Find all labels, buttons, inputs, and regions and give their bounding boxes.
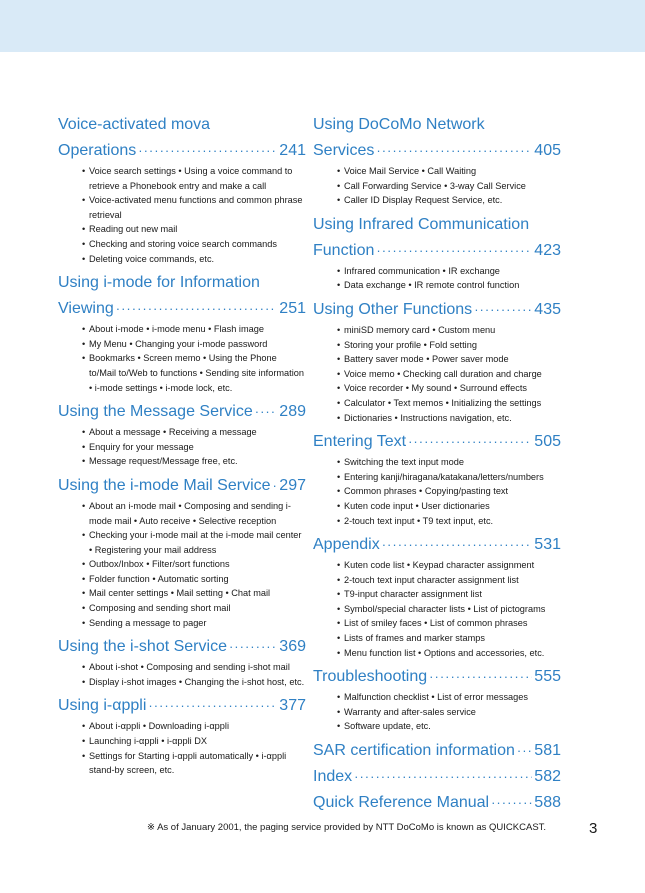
section-title[interactable] (313, 429, 561, 455)
section-item-list (58, 322, 306, 395)
section-title-text: Entering Text (313, 433, 407, 451)
section-page-number: 435 (534, 300, 561, 318)
dot-leader (255, 399, 278, 425)
list-item: • Software update, etc. (337, 719, 561, 734)
list-item: • Outbox/Inbox • Filter/sort functions (82, 557, 306, 572)
toc-section-using-the-message-service (58, 399, 306, 469)
section-title[interactable] (58, 473, 306, 499)
toc-section-using-infrared-communication-function (313, 212, 561, 293)
list-item: • 2-touch text input character assignment list (337, 573, 561, 588)
section-title-line (58, 138, 306, 164)
section-title[interactable] (313, 297, 561, 323)
toc-section-index (313, 764, 561, 790)
toc-section-quick-reference-manual (313, 790, 561, 816)
toc-section-appendix (313, 532, 561, 660)
section-title-text: Using i-mode for Information (58, 274, 260, 292)
section-title-line (313, 532, 561, 558)
dot-leader (517, 738, 532, 764)
section-title-text: Using the Message Service (58, 403, 253, 421)
section-title-line (58, 399, 306, 425)
section-title-line (58, 112, 306, 138)
dot-leader (376, 238, 532, 264)
section-page-number: 405 (534, 142, 561, 159)
section-title[interactable] (313, 212, 561, 264)
section-page-number: 251 (279, 300, 306, 318)
list-item: • miniSD memory card • Custom menu (337, 323, 561, 338)
section-title-text: Operations (58, 142, 137, 159)
list-item: • Dictionaries • Instructions navigation, etc. (337, 411, 561, 426)
list-item: • Kuten code input • User dictionaries (337, 499, 561, 514)
section-title[interactable] (58, 399, 306, 425)
section-title-line (58, 270, 306, 296)
footnote: ※ As of January 2001, the paging service provided by NTT DoCoMo is known as QUICKCAST. (147, 822, 547, 833)
list-item: • Entering kanji/hiragana/katakana/letters/numbers (337, 470, 561, 485)
list-item: • Mail center settings • Mail setting • Chat mail (82, 586, 306, 601)
list-item: • Checking and storing voice search commands (82, 237, 306, 252)
section-page-number: 588 (534, 794, 561, 812)
list-item: • About an i-mode mail • Composing and sending i-mode mail • Auto receive • Selective reception (82, 499, 306, 528)
section-item-list (58, 719, 306, 777)
list-item: • Lists of frames and marker stamps (337, 631, 561, 646)
section-page-number: 297 (279, 476, 306, 494)
list-item: • Battery saver mode • Power saver mode (337, 352, 561, 367)
section-title-line (313, 738, 561, 764)
list-item: • Common phrases • Copying/pasting text (337, 484, 561, 499)
section-item-list (58, 425, 306, 469)
list-item: • 2-touch text input • T9 text input, etc. (337, 514, 561, 529)
section-title[interactable] (313, 764, 561, 790)
list-item: • Kuten code list • Keypad character assignment (337, 558, 561, 573)
list-item: • List of smiley faces • List of common phrases (337, 616, 561, 631)
toc-section-using-other-functions (313, 297, 561, 425)
dot-leader (408, 429, 532, 455)
toc-section-entering-text (313, 429, 561, 528)
toc-section-using-the-i-mode-mail-service (58, 473, 306, 630)
section-title-text: Index (313, 768, 353, 786)
section-title-text: Troubleshooting (313, 668, 428, 686)
dot-leader (429, 664, 532, 690)
section-page-number: 369 (279, 638, 306, 656)
toc-left-column (58, 112, 306, 782)
section-page-number: 581 (534, 742, 561, 760)
list-item: • Infrared communication • IR exchange (337, 264, 561, 279)
section-title-line (58, 634, 306, 660)
section-title[interactable] (313, 532, 561, 558)
list-item: • Settings for Starting i-αppli automatically • i-αppli stand-by screen, etc. (82, 749, 306, 778)
list-item: • Voice-activated menu functions and common phrase retrieval (82, 193, 306, 222)
toc-section-troubleshooting (313, 664, 561, 734)
section-item-list (58, 164, 306, 266)
toc-section-sar-certification-information (313, 738, 561, 764)
section-title[interactable] (58, 634, 306, 660)
section-title-line (313, 138, 561, 164)
list-item: • Voice memo • Checking call duration and charge (337, 367, 561, 382)
section-item-list (313, 690, 561, 734)
list-item: • Call Forwarding Service • 3-way Call Service (337, 179, 561, 194)
section-page-number: 241 (279, 142, 306, 159)
toc-section-voice-activated-mova-operations (58, 112, 306, 266)
section-title-line (313, 790, 561, 816)
dot-leader (229, 634, 277, 660)
section-title-text: Using Infrared Communication (313, 215, 530, 233)
section-title[interactable] (313, 790, 561, 816)
list-item: • T9-input character assignment list (337, 587, 561, 602)
list-item: • About i-αppli • Downloading i-αppli (82, 719, 306, 734)
toc-section-using-i-ppli (58, 693, 306, 777)
dot-leader (354, 764, 532, 790)
section-title-text: Using the i-mode Mail Service (58, 476, 271, 494)
list-item: • Sending a message to pager (82, 616, 306, 631)
page-number: 3 (589, 820, 598, 837)
dot-leader (376, 138, 532, 164)
section-title-text: Quick Reference Manual (313, 794, 490, 812)
section-item-list (58, 660, 306, 689)
list-item: • Storing your profile • Fold setting (337, 338, 561, 353)
section-title-line (58, 473, 306, 499)
list-item: • Voice recorder • My sound • Surround effects (337, 381, 561, 396)
section-title-text: Services (313, 142, 375, 159)
list-item: • Calculator • Text memos • Initializing the settings (337, 396, 561, 411)
section-item-list (313, 164, 561, 208)
toc-section-using-the-i-shot-service (58, 634, 306, 689)
section-page-number: 582 (534, 768, 561, 786)
dot-leader (382, 532, 533, 558)
section-title-line (58, 693, 306, 719)
section-title[interactable] (58, 112, 306, 164)
section-title-text: Using the i-shot Service (58, 638, 227, 656)
section-title-text: Appendix (313, 536, 380, 554)
toc-right-column (313, 112, 561, 816)
dot-leader (116, 296, 278, 322)
list-item: • About i-mode • i-mode menu • Flash image (82, 322, 306, 337)
list-item: • Checking your i-mode mail at the i-mode mail center • Registering your mail address (82, 528, 306, 557)
toc-section-using-i-mode-for-information-viewing (58, 270, 306, 395)
section-page-number: 289 (279, 403, 306, 421)
section-item-list (313, 455, 561, 528)
section-title[interactable] (313, 738, 561, 764)
section-page-number: 555 (534, 668, 561, 686)
list-item: • My Menu • Changing your i-mode password (82, 337, 306, 352)
section-item-list (313, 558, 561, 660)
list-item: • Bookmarks • Screen memo • Using the Phone to/Mail to/Web to functions • Sending site information • i-mode settings • i-mode lock, etc. (82, 351, 306, 395)
list-item: • Display i-shot images • Changing the i-shot host, etc. (82, 675, 306, 690)
section-title-text: Using i-αppli (58, 697, 147, 715)
section-page-number: 505 (534, 433, 561, 451)
section-item-list (313, 323, 561, 425)
list-item: • About a message • Receiving a message (82, 425, 306, 440)
section-title-text: Using Other Functions (313, 300, 473, 318)
list-item: • Data exchange • IR remote control function (337, 278, 561, 293)
dot-leader (148, 693, 277, 719)
list-item: • Enquiry for your message (82, 440, 306, 455)
list-item: • Launching i-αppli • i-αppli DX (82, 734, 306, 749)
section-item-list (58, 499, 306, 630)
list-item: • Menu function list • Options and accessories, etc. (337, 646, 561, 661)
section-title[interactable] (58, 270, 306, 322)
section-title[interactable] (58, 693, 306, 719)
dot-leader (273, 473, 278, 499)
list-item: • Symbol/special character lists • List of pictograms (337, 602, 561, 617)
dot-leader (474, 297, 532, 323)
section-title-line (313, 664, 561, 690)
section-page-number: 531 (534, 536, 561, 554)
list-item: • About i-shot • Composing and sending i-shot mail (82, 660, 306, 675)
list-item: • Folder function • Automatic sorting (82, 572, 306, 587)
section-title-text: Voice-activated mova (58, 116, 211, 133)
section-title-line (313, 297, 561, 323)
top-color-band (0, 0, 645, 52)
section-title-line (313, 429, 561, 455)
section-page-number: 423 (534, 241, 561, 259)
section-title-line (313, 764, 561, 790)
list-item: • Composing and sending short mail (82, 601, 306, 616)
section-title-text: Function (313, 241, 375, 259)
list-item: • Deleting voice commands, etc. (82, 252, 306, 267)
list-item: • Reading out new mail (82, 222, 306, 237)
section-title-text: SAR certification information (313, 742, 515, 760)
dot-leader (138, 138, 277, 164)
list-item: • Voice Mail Service • Call Waiting (337, 164, 561, 179)
section-page-number: 377 (279, 697, 306, 715)
list-item: • Switching the text input mode (337, 455, 561, 470)
section-title[interactable] (313, 112, 561, 164)
list-item: • Caller ID Display Request Service, etc. (337, 193, 561, 208)
section-title-text: Viewing (58, 300, 114, 318)
list-item: • Message request/Message free, etc. (82, 454, 306, 469)
list-item: • Malfunction checklist • List of error messages (337, 690, 561, 705)
toc-section-using-docomo-network-services (313, 112, 561, 208)
section-title[interactable] (313, 664, 561, 690)
section-item-list (313, 264, 561, 293)
list-item: • Warranty and after-sales service (337, 705, 561, 720)
dot-leader (491, 790, 532, 816)
list-item: • Voice search settings • Using a voice command to retrieve a Phonebook entry and make a call (82, 164, 306, 193)
section-title-line (313, 112, 561, 138)
section-title-line (313, 238, 561, 264)
section-title-line (313, 212, 561, 238)
section-title-line (58, 296, 306, 322)
section-title-text: Using DoCoMo Network (313, 116, 485, 133)
